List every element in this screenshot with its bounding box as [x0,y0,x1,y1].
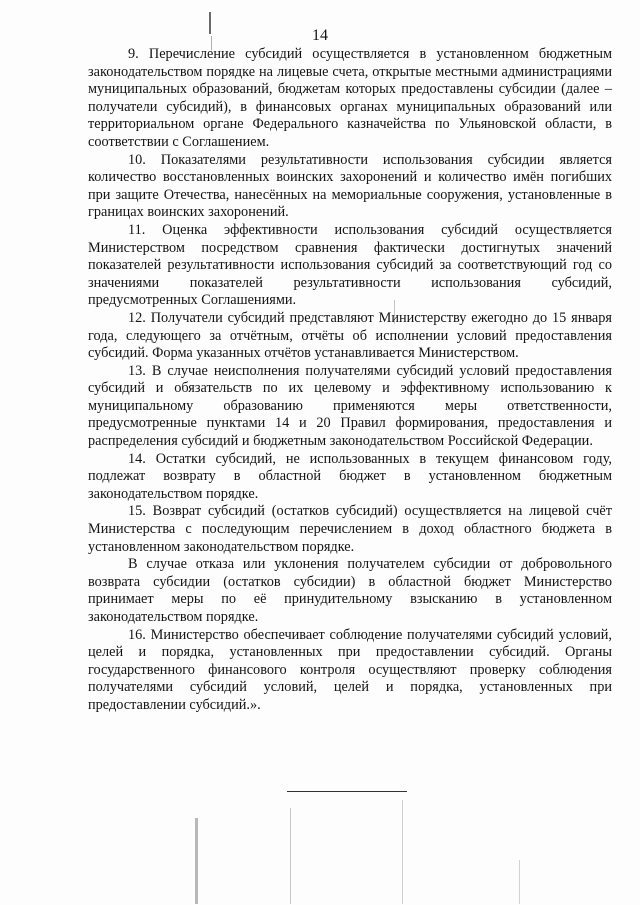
paragraph-15: 15. Возврат субсидий (остатков субсидий) осуществляется на лицевой счёт Министерства с последующим перечислением в доход областного бюджета в установленном законодательством порядке. [88,503,612,555]
paragraph-12: 12. Получатели субсидий представляют Министерству ежегодно до 15 января года, следующего за отчётным, отчёты об исполнении условий предоставления субсидий. Форма указанных отчётов устанавливается Министерством. [88,309,612,362]
paragraph-14: 14. Остатки субсидий, не использованных в текущем финансовом году, подлежат возврату в областной бюджет в установленном бюджетным законодательством порядке. [88,450,612,502]
scan-artifact-mark [195,818,198,904]
paragraph-13: 13. В случае неисполнения получателями субсидий условий предоставления субсидий и обязательств по их целевому и эффективному использованию к муниципальному образованию применяются меры ответственности, предусмотренные пунктами 14 и 20 Правил формирования, предоставления и распределения субсидий и бюджетным законодательством Российской Федерации. [88,362,612,450]
paragraph-15-refusal: В случае отказа или уклонения получателем субсидии от добровольного возврата субсидии (остатков субсидии) в областной бюджет Министерство принимает меры по её принудительному взысканию в установленном законодательством порядке. [88,556,612,625]
scan-artifact-mark [519,860,520,904]
document-body [88,46,612,715]
scan-artifact-mark [402,800,403,904]
paragraph-9: 9. Перечисление субсидий осуществляется в установленном бюджетным законодательством порядке на лицевые счета, открытые местными администрациями муниципальных образований, бюджетам которых предоставлены субсидии (далее – получатели субсидий), в финансовых органах муниципальных образований или территориальном органе Федерального казначейства по Ульяновской области, в соответствии с Соглашением. [88,46,612,150]
closing-divider [287,791,407,792]
page-number: 14 [312,27,328,44]
scan-artifact-mark [290,808,291,904]
paragraph-16: 16. Министерство обеспечивает соблюдение получателями субсидий условий, целей и порядка, установленных при предоставлении субсидий. Органы государственного финансового контроля осуществляют проверку соблюдения получателями субсидий условий, целей и порядка, установленных при предоставлении субсидий.». [88,626,612,713]
paragraph-11: 11. Оценка эффективности использования субсидий осуществляется Министерством посредством сравнения фактически достигнутых значений показателей результативности использования субсидий за соответствующий год со значениями показателей результативности использования субсидий, предусмотренных Соглашениями. [88,221,612,309]
paragraph-10: 10. Показателями результативности использования субсидии является количество восстановленных воинских захоронений и количество имён погибших при защите Отечества, нанесённых на мемориальные сооружения, установленные в границах воинских захоронений. [88,151,612,221]
